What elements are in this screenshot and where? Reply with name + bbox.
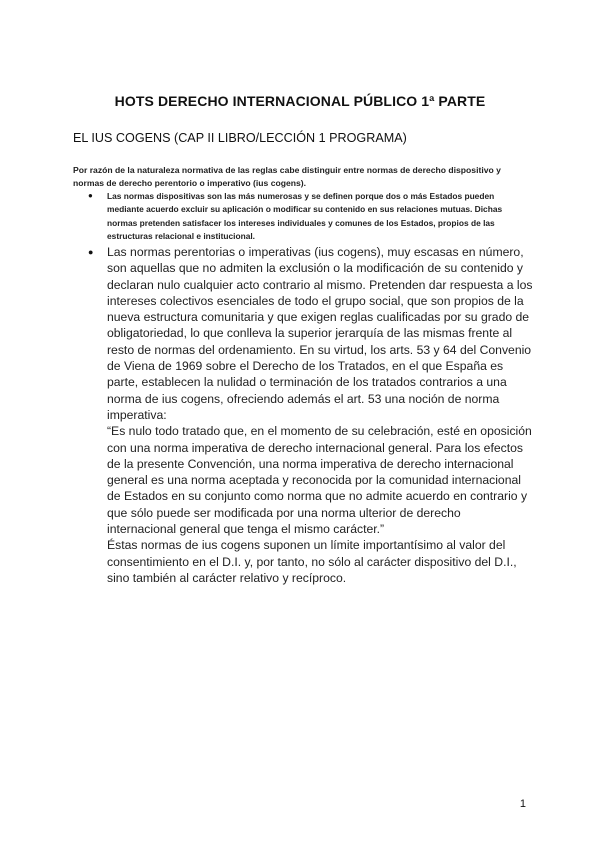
bullet-icon: ●	[88, 247, 94, 257]
document-title: HOTS DERECHO INTERNACIONAL PÚBLICO 1ª PARTE	[114, 93, 486, 109]
bullet-text-peremptory: Las normas perentorias o imperativas (ius cogens), muy escasas en número, son aquellas que no admiten la exclusión o la modificación de su contenido y declaran nulo cualquier acto contrario al mismo. Pretenden dar respuesta a los intereses colectivos esenciales de todo el grupo social, que son propios de la nueva estructura comunitaria y que exigen reglas cualificadas por su grado de obligatoriedad, lo que conlleva la superior jerarquía de las mismas frente al resto de normas del ordenamiento. En su virtud, los arts. 53 y 64 del Convenio de Viena de 1969 sobre el Derecho de los Tratados, en el que España es parte, establecen la nulidad o terminación de los tratados contrarios a una norma de ius cogens, ofreciendo además el art. 53 una noción de norma imperativa:	[107, 245, 533, 422]
convention-quote: “Es nulo todo tratado que, en el momento de su celebración, esté en oposición con una norma imperativa de derecho internacional general. Para los efectos de la presente Convención, una norma imperativa de derecho internacional general es una norma aceptada y reconocida por la comunidad internacional de Estados en su conjunto como norma que no admite acuerdo en contrario y que sólo puede ser modificada por una norma ulterior de derecho internacional general que tenga el mismo carácter.”	[107, 424, 532, 537]
bullet-list-dispositive	[0, 190, 600, 244]
list-item	[0, 244, 600, 586]
page-number: 1	[519, 798, 526, 810]
bullet-body-peremptory	[107, 244, 533, 586]
bullet-icon: ●	[88, 191, 93, 200]
intro-paragraph: Por razón de la naturaleza normativa de las reglas cabe distinguir entre normas de derecho dispositivo y normas de derecho perentorio o imperativo (ius cogens).	[73, 165, 501, 188]
bullet-list-peremptory	[0, 244, 600, 586]
bullet-text-dispositive: Las normas dispositivas son las más numerosas y se definen porque dos o más Estados pueden mediante acuerdo excluir su aplicación o modificar su contenido en sus relaciones mutuas. Dichas normas pretenden satisfacer los intereses individuales y comunes de los Estados, propios de las estructuras relacional e institucional.	[107, 191, 503, 242]
list-item	[0, 190, 600, 244]
section-heading: EL IUS COGENS (CAP II LIBRO/LECCIÓN 1 PROGRAMA)	[73, 131, 407, 145]
closing-paragraph: Éstas normas de ius cogens suponen un límite importantísimo al valor del consentimiento en el D.I. y, por tanto, no sólo al carácter dispositivo del D.I., sino también al carácter relativo y recíproco.	[107, 538, 517, 585]
